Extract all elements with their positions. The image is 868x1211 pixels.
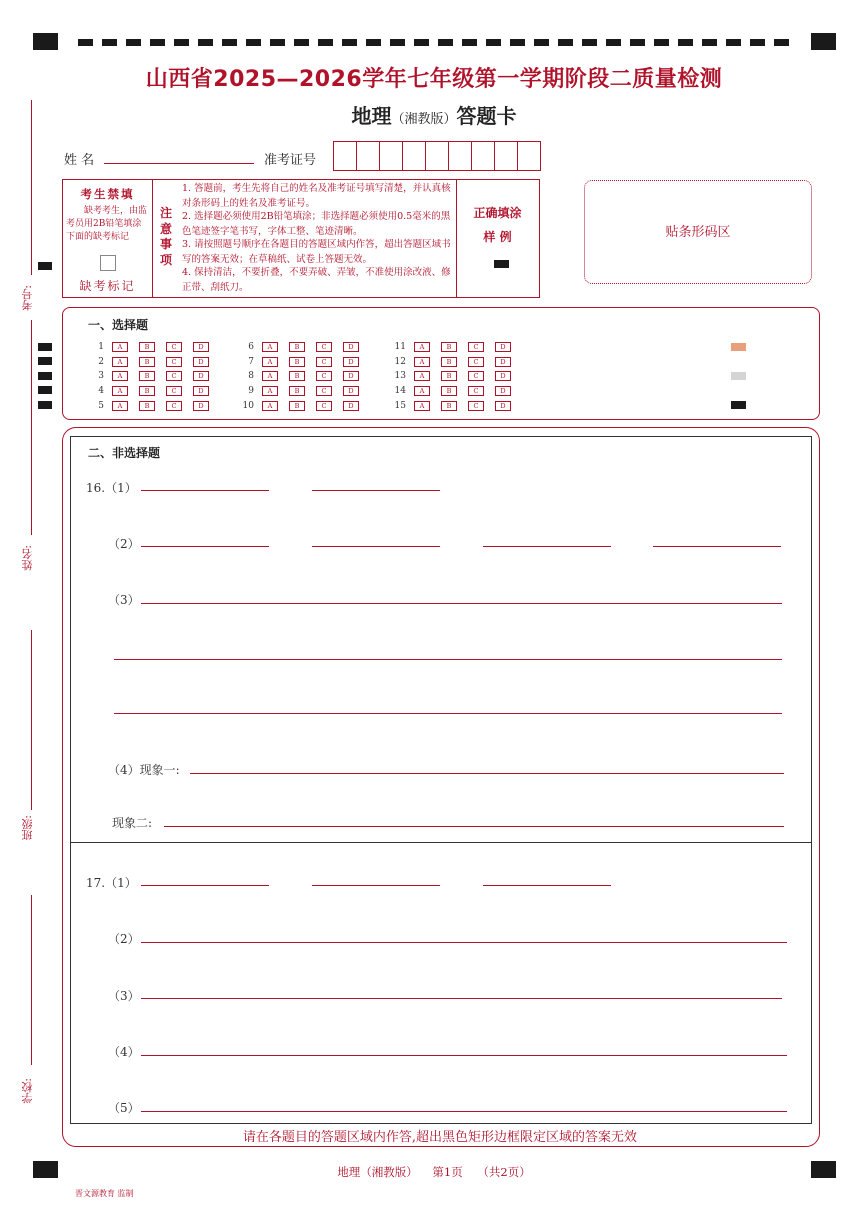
mc-question-number: 12: [394, 357, 406, 367]
timing-dash: [486, 39, 501, 46]
timing-dash: [726, 39, 741, 46]
mc-option-bubble[interactable]: D: [193, 342, 209, 352]
sample-label-1: 正确填涂: [473, 206, 522, 220]
mc-option-bubble[interactable]: C: [166, 342, 182, 352]
mc-option-bubble[interactable]: D: [495, 371, 511, 381]
q17-p3-line[interactable]: [141, 998, 782, 999]
footer-page: 第1页: [432, 1165, 463, 1179]
mc-question-row: [390, 356, 522, 368]
mc-question-row: [390, 370, 522, 382]
q16-part4-label: （4）现象一:: [108, 763, 180, 777]
timing-dash: [414, 39, 429, 46]
swatch-gray: [731, 372, 746, 380]
subtitle-subject: 地理: [351, 104, 392, 128]
q17-p1-blank-2[interactable]: [312, 885, 440, 886]
mc-option-bubble[interactable]: C: [316, 386, 332, 396]
answer-area-warning: 请在各题目的答题区域内作答,超出黑色矩形边框限定区域的答案无效: [242, 1130, 638, 1145]
mc-option-bubble[interactable]: A: [414, 342, 430, 352]
mc-question-number: 2: [98, 357, 104, 367]
side-label-name: 姓名:: [21, 545, 34, 571]
mc-option-bubble[interactable]: D: [343, 357, 359, 367]
q17-part2-label: （2）: [108, 932, 140, 946]
mc-option-bubble[interactable]: D: [343, 342, 359, 352]
q17-p2-line[interactable]: [141, 942, 787, 943]
footer-total: （共2页）: [477, 1165, 531, 1179]
mc-question-number: 8: [248, 371, 254, 381]
mc-option-bubble[interactable]: A: [414, 386, 430, 396]
mc-option-bubble[interactable]: B: [289, 371, 305, 381]
mc-option-bubble[interactable]: D: [495, 386, 511, 396]
q16-p1-blank-1[interactable]: [141, 490, 269, 491]
mc-option-bubble[interactable]: B: [289, 386, 305, 396]
mc-option-bubble[interactable]: B: [139, 401, 155, 411]
timing-dash: [174, 39, 189, 46]
binding-line: [31, 895, 32, 1065]
mc-question-number: 10: [242, 401, 254, 411]
mc-question-number: 14: [394, 386, 406, 396]
timing-dash: [198, 39, 213, 46]
side-timing-mark: [38, 343, 52, 351]
timing-dash-row: [78, 39, 794, 46]
q16-p2-blank-2[interactable]: [312, 546, 440, 547]
mc-question-row: [390, 341, 522, 353]
nonmc-divider: [70, 842, 811, 843]
timing-dash: [318, 39, 333, 46]
binding-line: [31, 630, 32, 810]
mc-question-row: [390, 400, 522, 412]
mc-option-bubble[interactable]: A: [112, 357, 128, 367]
mc-option-bubble[interactable]: A: [262, 371, 278, 381]
mc-question-row: [238, 341, 370, 353]
mc-option-bubble[interactable]: A: [414, 371, 430, 381]
mc-option-bubble[interactable]: B: [441, 357, 457, 367]
mc-option-bubble[interactable]: D: [343, 401, 359, 411]
mc-option-bubble[interactable]: D: [193, 401, 209, 411]
mc-option-bubble[interactable]: C: [316, 401, 332, 411]
q16-p1-blank-2[interactable]: [312, 490, 440, 491]
q17-p1-blank-1[interactable]: [141, 885, 269, 886]
mc-option-bubble[interactable]: C: [166, 357, 182, 367]
q16-part4b-label: 现象二:: [112, 816, 153, 830]
barcode-label: 贴条形码区: [665, 225, 731, 240]
timing-dash: [246, 39, 261, 46]
timing-dash: [510, 39, 525, 46]
mc-option-bubble[interactable]: D: [495, 342, 511, 352]
mc-question-row: [88, 356, 220, 368]
q16-p2-blank-3[interactable]: [483, 546, 611, 547]
mc-option-bubble[interactable]: C: [166, 386, 182, 396]
notice-heading: 注意事项: [160, 206, 173, 267]
timing-dash: [342, 39, 357, 46]
timing-dash: [102, 39, 117, 46]
q17-part5-label: （5）: [108, 1101, 140, 1115]
mc-question-number: 7: [248, 357, 254, 367]
q17-part1-label: 17.（1）: [86, 876, 137, 890]
mc-question-row: [238, 400, 370, 412]
absence-mark-label: 缺考标记: [79, 279, 136, 293]
mc-option-bubble[interactable]: D: [495, 357, 511, 367]
mc-option-bubble[interactable]: B: [441, 371, 457, 381]
sample-label-2: 样 例: [483, 230, 512, 244]
mc-option-bubble[interactable]: B: [139, 386, 155, 396]
side-timing-mark: [38, 401, 52, 409]
mc-option-bubble[interactable]: B: [441, 342, 457, 352]
absence-checkbox[interactable]: [100, 255, 116, 271]
mc-option-bubble[interactable]: A: [262, 342, 278, 352]
timing-dash: [774, 39, 789, 46]
mc-option-bubble[interactable]: A: [112, 386, 128, 396]
mc-question-row: [88, 400, 220, 412]
timing-dash: [366, 39, 381, 46]
q16-part1-label: 16.（1）: [86, 481, 137, 495]
mc-option-bubble[interactable]: B: [289, 401, 305, 411]
timing-dash: [462, 39, 477, 46]
timing-dash: [126, 39, 141, 46]
corner-marker-top-left: [33, 33, 58, 50]
mc-option-bubble[interactable]: D: [343, 371, 359, 381]
side-timing-mark: [38, 262, 52, 270]
q16-part2-label: （2）: [108, 537, 140, 551]
mc-question-number: 3: [98, 371, 104, 381]
page-title: 山西省2025—2026学年七年级第一学期阶段二质量检测: [145, 67, 723, 92]
mc-option-bubble[interactable]: D: [343, 386, 359, 396]
timing-dash: [294, 39, 309, 46]
notice-item-2: 2. 选择题必须使用2B铅笔填涂；非选择题必须使用0.5毫米的黑色笔迹签字笔书写，字体工整、笔迹清晰。: [182, 211, 451, 237]
q17-part3-label: （3）: [108, 989, 140, 1003]
mc-question-row: [390, 385, 522, 397]
mc-question-row: [238, 370, 370, 382]
nonmc-answer-box: [70, 436, 812, 1124]
mc-question-row: [88, 341, 220, 353]
mc-option-bubble[interactable]: C: [316, 342, 332, 352]
mc-question-number: 5: [98, 401, 104, 411]
name-field[interactable]: [104, 163, 254, 164]
notice-item-3: 3. 请按照题号顺序在各题目的答题区域内作答，超出答题区域书写的答案无效；在草稿纸、试卷上答题无效。: [182, 239, 451, 265]
side-label-exam-no: 考号:: [21, 285, 34, 311]
sample-filled-mark: [494, 260, 509, 268]
timing-dash: [750, 39, 765, 46]
mc-option-bubble[interactable]: A: [112, 342, 128, 352]
mc-option-bubble[interactable]: A: [262, 386, 278, 396]
subtitle-card: 答题卡: [456, 104, 517, 128]
footer-subject: 地理（湘教版）: [337, 1165, 418, 1179]
timing-dash: [390, 39, 405, 46]
nonmc-section-title: 二、非选择题: [88, 446, 161, 460]
mc-question-number: 11: [394, 342, 406, 352]
mc-option-bubble[interactable]: A: [414, 401, 430, 411]
mc-option-bubble[interactable]: C: [468, 401, 484, 411]
mc-option-bubble[interactable]: C: [166, 371, 182, 381]
timing-dash: [606, 39, 621, 46]
q17-p4-line[interactable]: [141, 1055, 787, 1056]
q16-p3-line-1[interactable]: [141, 603, 782, 604]
mc-question-number: 13: [394, 371, 406, 381]
mc-option-bubble[interactable]: C: [316, 371, 332, 381]
mc-option-bubble[interactable]: B: [289, 342, 305, 352]
q16-part3-label: （3）: [108, 593, 140, 607]
mc-question-number: 6: [248, 342, 254, 352]
q16-p4-line-2[interactable]: [164, 826, 784, 827]
mc-option-bubble[interactable]: B: [441, 401, 457, 411]
q17-p5-line[interactable]: [141, 1111, 787, 1112]
corner-marker-top-right: [811, 33, 836, 50]
mc-option-bubble[interactable]: B: [139, 342, 155, 352]
mc-option-bubble[interactable]: C: [468, 357, 484, 367]
mc-option-bubble[interactable]: D: [495, 401, 511, 411]
mc-option-bubble[interactable]: A: [262, 401, 278, 411]
timing-dash: [702, 39, 717, 46]
mc-question-row: [238, 356, 370, 368]
timing-dash: [654, 39, 669, 46]
timing-dash: [222, 39, 237, 46]
side-timing-mark: [38, 386, 52, 394]
mc-option-bubble[interactable]: A: [112, 401, 128, 411]
mc-option-bubble[interactable]: A: [262, 357, 278, 367]
mc-option-bubble[interactable]: D: [193, 371, 209, 381]
mc-option-bubble[interactable]: A: [414, 357, 430, 367]
mc-question-row: [88, 370, 220, 382]
q17-part4-label: （4）: [108, 1045, 140, 1059]
timing-dash: [678, 39, 693, 46]
mc-question-number: 9: [248, 386, 254, 396]
notice-item-1: 1. 答题前，考生先将自己的姓名及准考证号填写清楚，并认真核对条形码上的姓名及准考证号。: [182, 183, 451, 209]
q17-p1-blank-3[interactable]: [483, 885, 611, 886]
mc-option-bubble[interactable]: A: [112, 371, 128, 381]
q16-p4-line-1[interactable]: [190, 773, 784, 774]
swatch-black: [731, 401, 746, 409]
timing-dash: [150, 39, 165, 46]
q16-p2-blank-4[interactable]: [653, 546, 781, 547]
side-timing-mark: [38, 357, 52, 365]
timing-dash: [78, 39, 93, 46]
subtitle-edition: （湘教版）: [391, 112, 457, 127]
timing-dash: [582, 39, 597, 46]
side-label-class: 班级:: [21, 815, 34, 841]
q16-p3-line-3[interactable]: [114, 713, 782, 714]
exam-id-field[interactable]: [333, 141, 541, 171]
binding-line: [31, 320, 32, 535]
mc-option-bubble[interactable]: B: [441, 386, 457, 396]
timing-dash: [438, 39, 453, 46]
mc-option-bubble[interactable]: C: [468, 386, 484, 396]
side-label-school: 学校:: [21, 1078, 34, 1104]
mc-question-number: 1: [98, 342, 104, 352]
subtitle: [0, 100, 868, 129]
timing-dash: [558, 39, 573, 46]
mc-section-title: 一、选择题: [88, 318, 149, 332]
absence-instruction: 缺考考生，由监考员用2B铅笔填涂下面的缺考标记: [66, 206, 148, 242]
mc-option-bubble[interactable]: B: [139, 357, 155, 367]
info-divider: [152, 179, 153, 297]
mc-option-bubble[interactable]: C: [166, 401, 182, 411]
mc-option-bubble[interactable]: D: [193, 386, 209, 396]
side-timing-mark: [38, 372, 52, 380]
mc-option-bubble[interactable]: C: [316, 357, 332, 367]
timing-dash: [534, 39, 549, 46]
timing-dash: [270, 39, 285, 46]
footer-page-info: [0, 1164, 868, 1180]
swatch-orange: [731, 343, 746, 351]
name-label: 姓 名: [64, 153, 95, 168]
notice-item-4: 4. 保持清洁，不要折叠，不要弄破、弄皱，不准使用涂改液、修正带、刮纸刀。: [182, 267, 451, 293]
mc-option-bubble[interactable]: C: [468, 371, 484, 381]
exam-id-label: 准考证号: [264, 153, 317, 168]
timing-dash: [630, 39, 645, 46]
mc-question-number: 4: [98, 386, 104, 396]
mc-question-row: [88, 385, 220, 397]
mc-option-bubble[interactable]: D: [193, 357, 209, 367]
mc-question-row: [238, 385, 370, 397]
mc-option-bubble[interactable]: B: [139, 371, 155, 381]
mc-option-bubble[interactable]: B: [289, 357, 305, 367]
absence-title: 考生禁填: [80, 187, 135, 201]
q16-p3-line-2[interactable]: [114, 659, 782, 660]
footer-credit: 晋文源教育 监制: [75, 1189, 134, 1198]
mc-question-number: 15: [394, 401, 406, 411]
mc-option-bubble[interactable]: C: [468, 342, 484, 352]
q16-p2-blank-1[interactable]: [141, 546, 269, 547]
